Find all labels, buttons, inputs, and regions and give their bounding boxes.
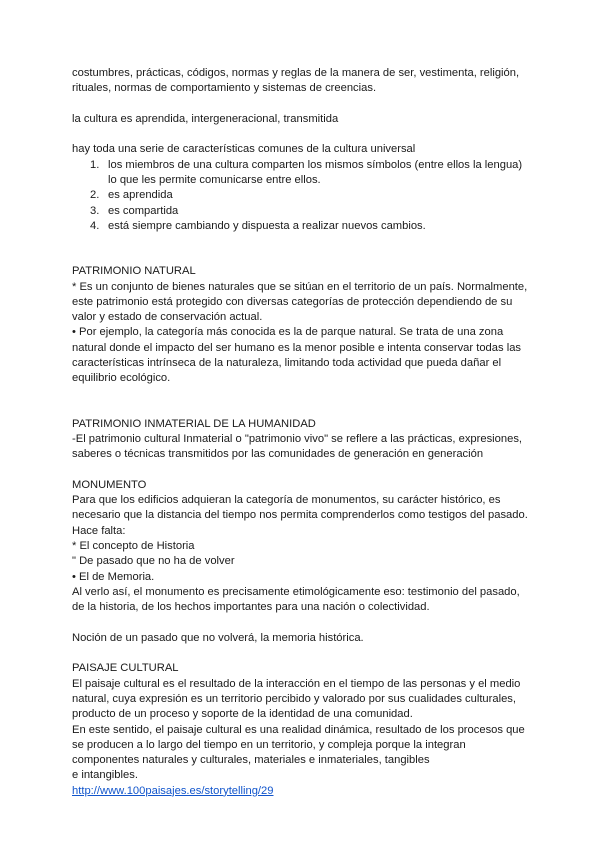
list-number: 4.: [90, 219, 100, 232]
memoria-historica-line: Noción de un pasado que no volverá, la memoria histórica.: [72, 631, 364, 644]
list-item: [72, 219, 534, 234]
natural-line: este patrimonio está protegido con diversas categorías de protección dependiendo de su: [72, 295, 513, 308]
characteristics-intro: hay toda una serie de características comunes de la cultura universal: [72, 143, 416, 156]
natural-line: valor y estado de conservación actual.: [72, 311, 263, 324]
list-item-text: es compartida: [108, 204, 179, 217]
paisaje-line: e intangibles.: [72, 769, 138, 782]
paisaje-line: En este sentido, el paisaje cultural es una realidad dinámica, resultado de los procesos que: [72, 723, 525, 736]
inmaterial-line: saberes o técnicas transmitidos por las comunidades de generación en generación: [72, 448, 484, 461]
list-number: 2.: [90, 189, 100, 202]
paisaje-line: El paisaje cultural es el resultado de la interacción en el tiempo de las personas y el medio: [72, 677, 521, 690]
natural-line: • Por ejemplo, la categoría más conocida es la de parque natural. Se trata de una zona: [72, 326, 504, 339]
list-item: [72, 204, 534, 219]
monumento-line: necesario que la distancia del tiempo nos permita comprenderlos como testigos del pasado.: [72, 509, 528, 522]
monumento-line: Para que los edificios adquieran la categoría de monumentos, su carácter histórico, es: [72, 494, 501, 507]
culture-learned-line: la cultura es aprendida, intergeneracional, transmitida: [72, 112, 339, 125]
intro-line: costumbres, prácticas, códigos, normas y reglas de la manera de ser, vestimenta, religión,: [72, 67, 520, 79]
list-item-text: los miembros de una cultura comparten los mismos símbolos (entre ellos la lengua): [108, 158, 523, 171]
section-title-monumento: MONUMENTO: [72, 478, 147, 491]
characteristics-list: [72, 158, 534, 234]
monumento-line: de la historia, de los hechos importantes para una nación o colectividad.: [72, 601, 430, 614]
section-title-natural: PATRIMONIO NATURAL: [72, 265, 196, 278]
paisaje-line: natural, cuya expresión es un territorio percibido y valorado por sus cualidades culturales,: [72, 692, 517, 705]
list-item-text: está siempre cambiando y dispuesta a realizar nuevos cambios.: [108, 219, 426, 232]
monumento-line: Al verlo así, el monumento es precisamente etimológicamente eso: testimonio del pasado,: [72, 585, 520, 598]
natural-line: características intrínseca de la naturaleza, limitando toda actividad que pueda dañar el: [72, 357, 502, 370]
paisaje-line: componentes naturales y culturales, materiales e inmateriales, tangibles: [72, 754, 430, 767]
list-number: 1.: [90, 158, 100, 171]
monumento-line: " De pasado que no ha de volver: [72, 555, 235, 568]
paisaje-line: producto de un proceso y soporte de la identidad de una comunidad.: [72, 708, 413, 721]
list-item-text: lo que les permite comunicarse entre ellos.: [108, 174, 321, 187]
monumento-line: • El de Memoria.: [72, 570, 155, 583]
natural-line: equilibrio ecológico.: [72, 372, 171, 385]
document-page: [72, 66, 534, 799]
monumento-line: * El concepto de Historia: [72, 540, 195, 553]
section-title-paisaje: PAISAJE CULTURAL: [72, 662, 179, 675]
intro-line: rituales, normas de comportamiento y sistemas de creencias.: [72, 82, 377, 95]
natural-line: natural donde el impacto del ser humano es la menor posible e intenta conservar todas las: [72, 341, 522, 354]
paisaje-line: se producen a lo largo del tiempo en un territorio, y compleja porque la integran: [72, 738, 466, 751]
list-item-text: es aprendida: [108, 189, 173, 202]
list-number: 3.: [90, 204, 100, 217]
storytelling-link[interactable]: http://www.100paisajes.es/storytelling/29: [72, 784, 274, 797]
inmaterial-line: -El patrimonio cultural Inmaterial o "patrimonio vivo" se reflere a las prácticas, expresiones,: [72, 432, 523, 445]
monumento-line: Hace falta:: [72, 524, 126, 537]
natural-line: * Es un conjunto de bienes naturales que se sitúan en el territorio de un país. Normalmente,: [72, 280, 528, 293]
section-title-inmaterial: PATRIMONIO INMATERIAL DE LA HUMANIDAD: [72, 417, 316, 430]
list-item: [72, 188, 534, 203]
list-item: [72, 158, 534, 189]
